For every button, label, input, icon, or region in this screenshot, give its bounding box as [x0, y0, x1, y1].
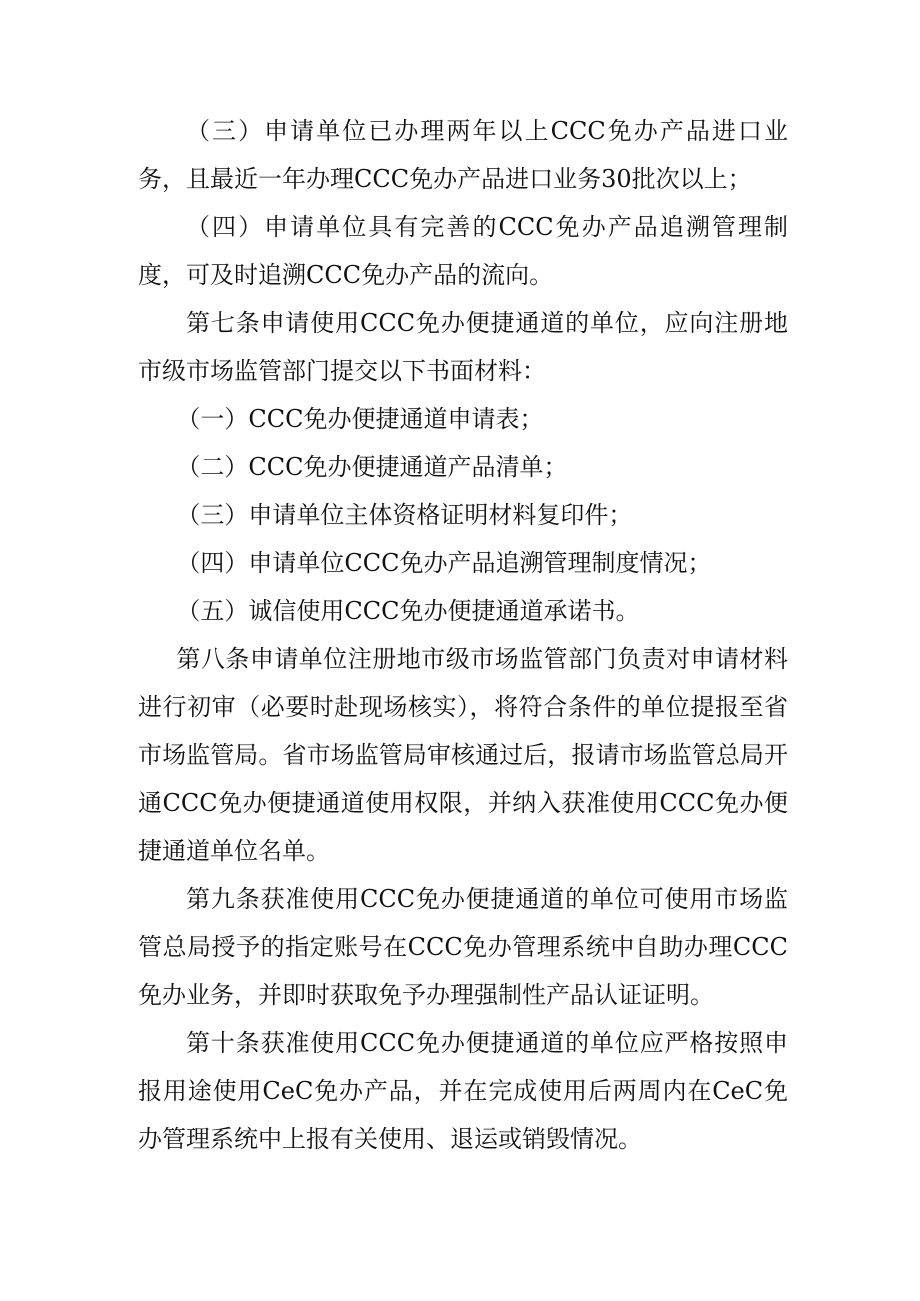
material-item-3: （三）申请单位主体资格证明材料复印件； [176, 501, 633, 529]
article-8: 第八条申请单位注册地市级市场监管部门负责对申请材料进行初审（必要时赴现场核实），将符合条件的单位提报至省市场监管局。省市场监管局审核通过后，报请市场监管总局开通CCC免办便捷通道使用权限，并纳入获准使用CCC免办便捷通道单位名单。 [138, 645, 788, 865]
article-9: 第九条获准使用CCC免办便捷通道的单位可使用市场监管总局授予的指定账号在CCC免办管理系统中自助办理CCC免办业务，并即时获取免予办理强制性产品认证证明。 [138, 885, 788, 1009]
material-item-5: （五）诚信使用CCC免办便捷通道承诺书。 [176, 597, 640, 625]
document-body [138, 107, 788, 1163]
article-7: 第七条申请使用CCC免办便捷通道的单位，应向注册地市级市场监管部门提交以下书面材料： [138, 309, 788, 385]
material-item-4: （四）申请单位CCC免办产品追溯管理制度情况； [176, 549, 712, 577]
paragraph-item-3: （三）申请单位已办理两年以上CCC免办产品进口业务，且最近一年办理CCC免办产品进口业务30批次以上； [138, 117, 788, 193]
material-item-1: （一）CCC免办便捷通道申请表； [176, 405, 544, 433]
material-item-2: （二）CCC免办便捷通道产品清单； [176, 453, 568, 481]
paragraph-item-4: （四）申请单位具有完善的CCC免办产品追溯管理制度，可及时追溯CCC免办产品的流向。 [138, 213, 788, 289]
article-10: 第十条获准使用CCC免办便捷通道的单位应严格按照申报用途使用CeC免办产品，并在完成使用后两周内在CeC免办管理系统中上报有关使用、退运或销毁情况。 [138, 1029, 788, 1153]
